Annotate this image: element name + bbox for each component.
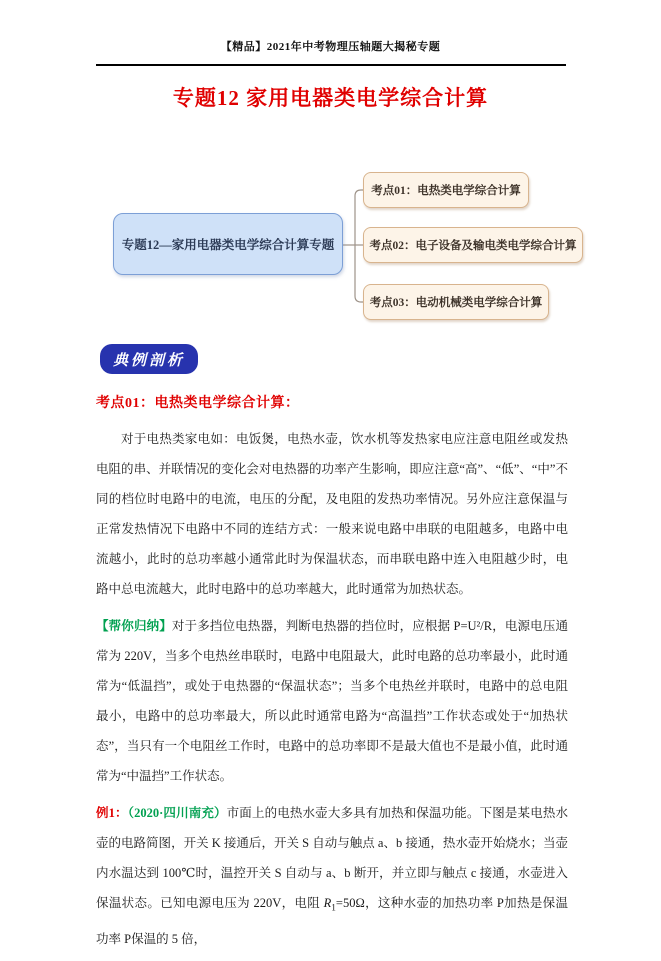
- summary-paragraph: [96, 611, 568, 791]
- intro-paragraph: 对于电热类家电如：电饭煲，电热水壶，饮水机等发热家电应注意电阻丝或发热电阻的串、并联情况的变化会对电热器的功率产生影响，即应注意“高”、“低”、“中”不同的档位时电路中的电流，电压的分配，及电阻的发热功率情况。另外应注意保温与正常发热情况下电路中不同的连结方式：一般来说电路中串联的电阻越多，电路中电流越小，此时的总功率越小通常此时为保温状态，而串联电路中连入电阻越少时，电路中总电流越大，此时电路中的总功率越大，此时通常为加热状态。: [96, 432, 568, 596]
- mindmap-branch-node-2: [363, 227, 583, 263]
- doc-header-text: 【精品】2021年中考物理压轴题大揭秘专题: [220, 41, 441, 53]
- section-badge: 典例剖析: [100, 344, 198, 374]
- header-divider: [96, 64, 566, 66]
- example-text-2: =50Ω，这种水壶的加热功率 P加热是保温功率 P保温的 5 倍，: [96, 896, 568, 946]
- topic-heading: 考点01：电热类电学综合计算：: [96, 396, 300, 411]
- mindmap-branch-node-1: [363, 172, 529, 208]
- mindmap-branch-label-3: 考点03：电动机械类电学综合计算: [369, 297, 543, 309]
- mindmap-branch-label-1: 考点01：电热类电学综合计算: [371, 185, 521, 197]
- page-title: 专题12 家用电器类电学综合计算: [172, 86, 489, 110]
- example-paragraph: [96, 798, 568, 954]
- summary-text: 对于多挡位电热器，判断电热器的挡位时，应根据 P=U²/R，电源电压通常为 220V，当多个电热丝串联时，电路中电阻最大，此时电路的总功率最小，此时通常为“低温挡”，或处于电热器的“保温状态”；当多个电热丝并联时，电路中的总电阻最小，电路中的总功率最大，所以此时通常电路为“高温挡”工作状态或处于“加热状态”，当只有一个电阻丝工作时，电路中的总功率即不是最大值也不是最小值，此时通常为“中温挡”工作状态。: [96, 619, 568, 783]
- example-text-1: 市面上的电热水壶大多具有加热和保温功能。下图是某电热水壶的电路简图，开关 K 接通后，开关 S 自动与触点 a、b 接通，热水壶开始烧水；当壶内水温达到 100℃时，温控开关 S 自动与 a、b 断开，并立即与触点 c 接通，水壶进入保温状态。已知电源电压为 220V，电阻: [96, 806, 568, 910]
- mindmap: [0, 160, 661, 335]
- content-area: [96, 392, 568, 961]
- mindmap-root-node: [113, 213, 343, 275]
- resistance-subscript: 1: [331, 903, 336, 914]
- summary-label: 【帮你归纳】: [96, 619, 172, 633]
- mindmap-branch-label-2: 考点02：电子设备及输电类电学综合计算: [369, 240, 577, 252]
- resistance-symbol: R: [323, 896, 332, 910]
- example-source: （2020·四川南充）: [127, 806, 227, 820]
- example-label: 例1：: [96, 806, 128, 820]
- mindmap-root-label: 专题12—家用电器类电学综合计算专题: [121, 238, 335, 252]
- mindmap-branch-node-3: [363, 284, 549, 320]
